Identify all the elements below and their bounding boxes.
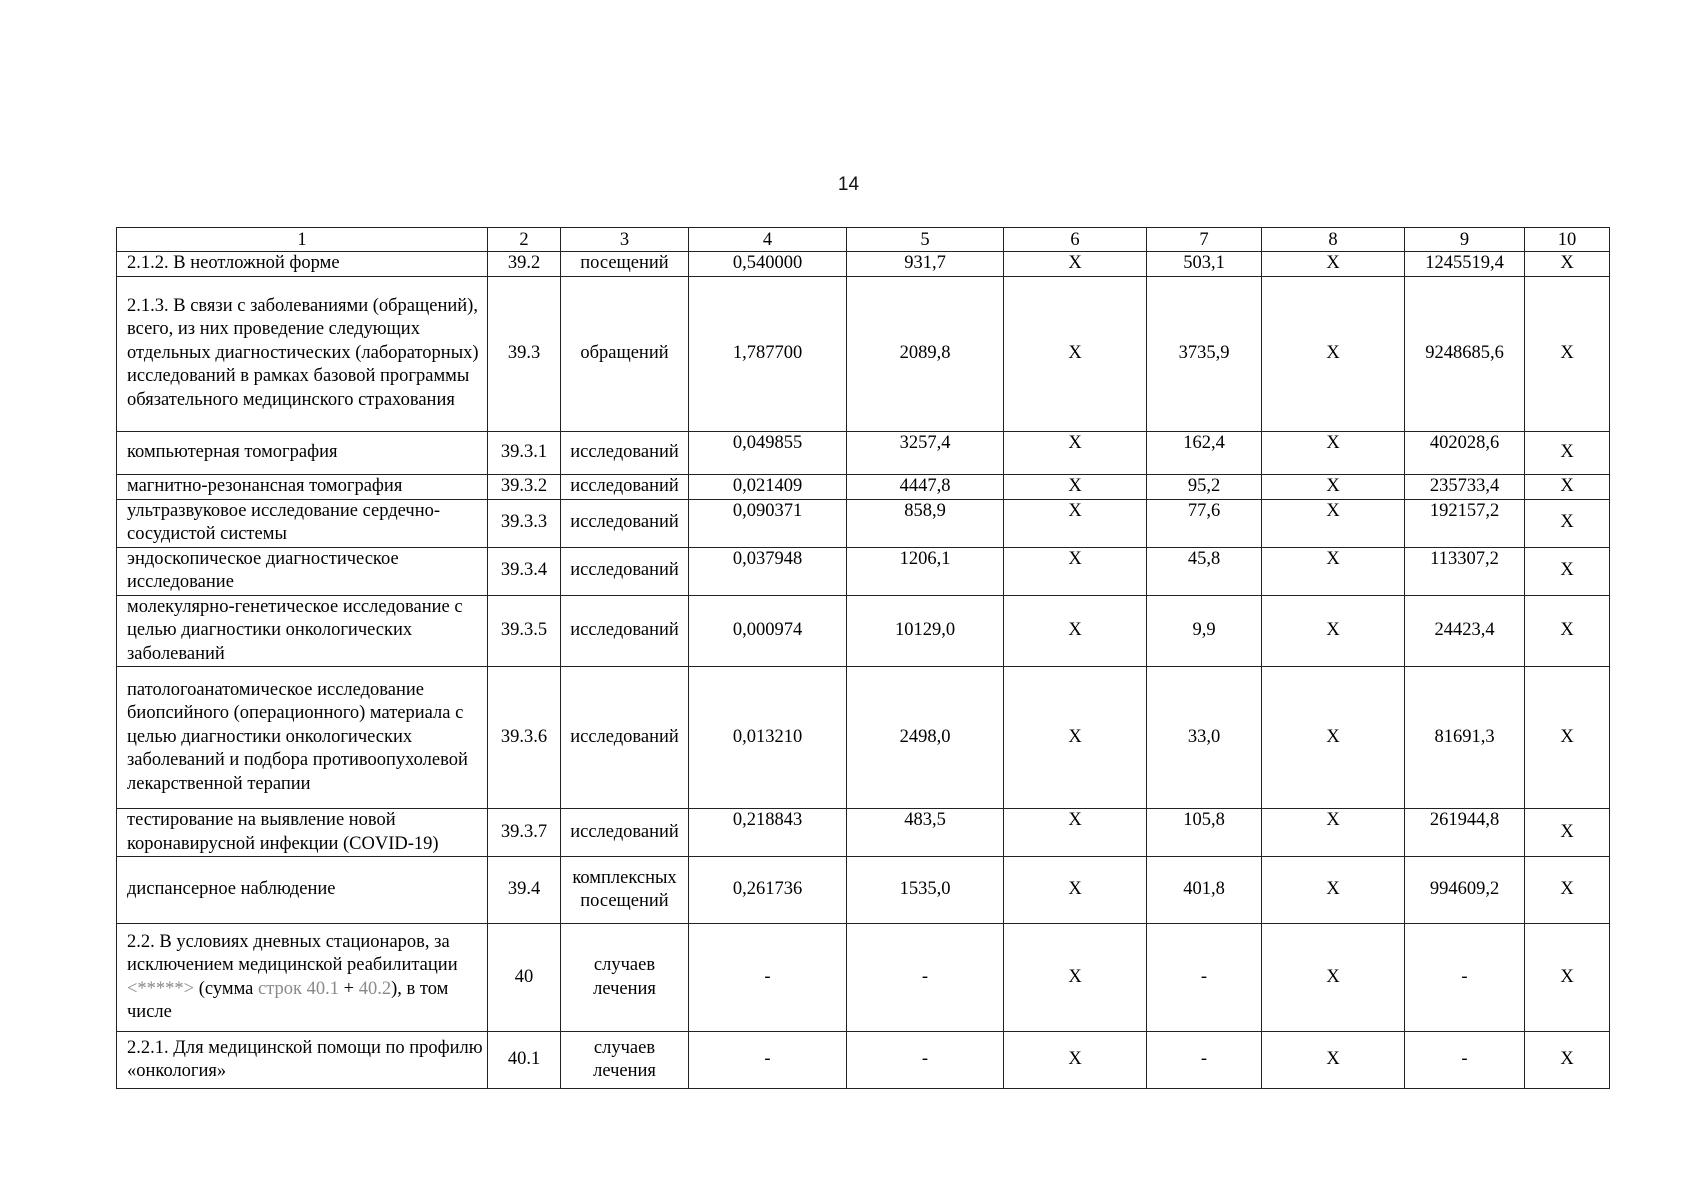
row-name: ультразвуковое исследование сердечно-сосудистой системы	[117, 499, 488, 547]
row-unit: обращений	[561, 276, 689, 431]
row-unit: случаев лечения	[561, 1032, 689, 1089]
footnote-link[interactable]: <*****>	[127, 978, 195, 999]
table-row	[117, 276, 1610, 431]
cell-col7: 401,8	[1147, 857, 1262, 924]
row-code: 39.3.6	[488, 667, 561, 809]
row-code: 40	[488, 924, 561, 1032]
cell-col9: 192157,2	[1405, 499, 1525, 547]
cell-col4: 0,090371	[689, 499, 847, 547]
row-code: 39.3.3	[488, 499, 561, 547]
row-unit: комплексных посещений	[561, 857, 689, 924]
row-name: 2.2.1. Для медицинской помощи по профилю «онкология»	[117, 1032, 488, 1089]
cell-col9: -	[1405, 1032, 1525, 1089]
cell-col5: 483,5	[847, 809, 1004, 857]
column-header: 3	[561, 228, 689, 252]
cell-col8: X	[1262, 857, 1405, 924]
cell-col8: X	[1262, 1032, 1405, 1089]
column-header: 9	[1405, 228, 1525, 252]
row-name	[117, 924, 488, 1032]
cell-col10: X	[1525, 499, 1610, 547]
cell-col9: 261944,8	[1405, 809, 1525, 857]
financing-table	[116, 227, 1610, 1089]
table-row	[117, 252, 1610, 277]
row-unit: исследований	[561, 547, 689, 595]
column-header: 4	[689, 228, 847, 252]
cell-col9: 994609,2	[1405, 857, 1525, 924]
column-header: 6	[1004, 228, 1147, 252]
row-code: 39.3.1	[488, 431, 561, 474]
cell-col4: 0,261736	[689, 857, 847, 924]
row-unit: исследований	[561, 809, 689, 857]
row-reference-link[interactable]: 40.2	[358, 978, 392, 999]
column-header: 7	[1147, 228, 1262, 252]
cell-col8: X	[1262, 924, 1405, 1032]
cell-col4: 0,540000	[689, 252, 847, 277]
row-name: тестирование на выявление новой коронавирусной инфекции (COVID-19)	[117, 809, 488, 857]
cell-col5: 858,9	[847, 499, 1004, 547]
cell-col9: 81691,3	[1405, 667, 1525, 809]
row-code: 39.3.4	[488, 547, 561, 595]
cell-col9: 402028,6	[1405, 431, 1525, 474]
cell-col10: X	[1525, 924, 1610, 1032]
cell-col5: 3257,4	[847, 431, 1004, 474]
cell-col9: 1245519,4	[1405, 252, 1525, 277]
cell-col4: -	[689, 924, 847, 1032]
cell-col10: X	[1525, 474, 1610, 499]
cell-col6: X	[1004, 276, 1147, 431]
table-row	[117, 667, 1610, 809]
cell-col8: X	[1262, 547, 1405, 595]
table-row	[117, 857, 1610, 924]
column-header: 8	[1262, 228, 1405, 252]
row-name-text: ), в том числе	[127, 978, 449, 1022]
row-code: 39.2	[488, 252, 561, 277]
cell-col7: -	[1147, 924, 1262, 1032]
table-row	[117, 474, 1610, 499]
row-unit: исследований	[561, 431, 689, 474]
cell-col5: 1535,0	[847, 857, 1004, 924]
cell-col8: X	[1262, 431, 1405, 474]
cell-col10: X	[1525, 595, 1610, 667]
row-name: 2.1.3. В связи с заболеваниями (обращений), всего, из них проведение следующих отдельных диагностических (лабораторных) исследований в рамках базовой программы обязательного медицинского страхования	[117, 276, 488, 431]
row-code: 40.1	[488, 1032, 561, 1089]
row-name-text: 2.2. В условиях дневных стационаров, за исключением медицинской реабилитации	[127, 931, 458, 975]
cell-col6: X	[1004, 595, 1147, 667]
row-unit: посещений	[561, 252, 689, 277]
row-name: диспансерное наблюдение	[117, 857, 488, 924]
cell-col9: -	[1405, 924, 1525, 1032]
cell-col7: 33,0	[1147, 667, 1262, 809]
table-row	[117, 809, 1610, 857]
cell-col4: 0,000974	[689, 595, 847, 667]
cell-col4: 0,049855	[689, 431, 847, 474]
cell-col5: 2089,8	[847, 276, 1004, 431]
cell-col7: 9,9	[1147, 595, 1262, 667]
cell-col6: X	[1004, 924, 1147, 1032]
cell-col7: 503,1	[1147, 252, 1262, 277]
row-reference-link[interactable]: строк 40.1	[258, 978, 340, 999]
row-name-text: +	[339, 978, 359, 999]
table-row	[117, 1032, 1610, 1089]
cell-col6: X	[1004, 252, 1147, 277]
cell-col8: X	[1262, 667, 1405, 809]
cell-col7: 45,8	[1147, 547, 1262, 595]
cell-col6: X	[1004, 547, 1147, 595]
row-code: 39.3.5	[488, 595, 561, 667]
column-number-row	[117, 228, 1610, 252]
cell-col10: X	[1525, 276, 1610, 431]
cell-col7: 162,4	[1147, 431, 1262, 474]
cell-col5: 4447,8	[847, 474, 1004, 499]
cell-col7: 105,8	[1147, 809, 1262, 857]
cell-col9: 24423,4	[1405, 595, 1525, 667]
cell-col6: X	[1004, 1032, 1147, 1089]
cell-col4: -	[689, 1032, 847, 1089]
row-unit: исследований	[561, 474, 689, 499]
cell-col10: X	[1525, 667, 1610, 809]
cell-col8: X	[1262, 809, 1405, 857]
cell-col6: X	[1004, 857, 1147, 924]
column-header: 1	[117, 228, 488, 252]
cell-col5: 2498,0	[847, 667, 1004, 809]
cell-col6: X	[1004, 667, 1147, 809]
cell-col4: 0,218843	[689, 809, 847, 857]
cell-col10: X	[1525, 1032, 1610, 1089]
cell-col7: 3735,9	[1147, 276, 1262, 431]
row-name: патологоанатомическое исследование биопсийного (операционного) материала с целью диагностики онкологических заболеваний и подбора противоопухолевой лекарственной терапии	[117, 667, 488, 809]
column-header: 10	[1525, 228, 1610, 252]
table-row	[117, 431, 1610, 474]
cell-col10: X	[1525, 252, 1610, 277]
row-name: 2.1.2. В неотложной форме	[117, 252, 488, 277]
cell-col4: 1,787700	[689, 276, 847, 431]
row-code: 39.4	[488, 857, 561, 924]
cell-col6: X	[1004, 474, 1147, 499]
cell-col7: 95,2	[1147, 474, 1262, 499]
row-name: эндоскопическое диагностическое исследование	[117, 547, 488, 595]
row-code: 39.3.2	[488, 474, 561, 499]
column-header: 5	[847, 228, 1004, 252]
cell-col5: -	[847, 1032, 1004, 1089]
cell-col7: 77,6	[1147, 499, 1262, 547]
cell-col9: 9248685,6	[1405, 276, 1525, 431]
cell-col8: X	[1262, 276, 1405, 431]
cell-col10: X	[1525, 431, 1610, 474]
row-name: молекулярно-генетическое исследование с целью диагностики онкологических заболеваний	[117, 595, 488, 667]
column-header: 2	[488, 228, 561, 252]
table-row	[117, 924, 1610, 1032]
cell-col5: 1206,1	[847, 547, 1004, 595]
row-unit: исследований	[561, 499, 689, 547]
row-name-text: (сумма	[194, 978, 259, 999]
row-code: 39.3.7	[488, 809, 561, 857]
cell-col7: -	[1147, 1032, 1262, 1089]
cell-col8: X	[1262, 595, 1405, 667]
cell-col10: X	[1525, 547, 1610, 595]
cell-col4: 0,013210	[689, 667, 847, 809]
table-row	[117, 547, 1610, 595]
cell-col5: 10129,0	[847, 595, 1004, 667]
row-unit: исследований	[561, 667, 689, 809]
row-unit: случаев лечения	[561, 924, 689, 1032]
cell-col6: X	[1004, 809, 1147, 857]
cell-col4: 0,037948	[689, 547, 847, 595]
cell-col9: 113307,2	[1405, 547, 1525, 595]
cell-col5: 931,7	[847, 252, 1004, 277]
table-row	[117, 595, 1610, 667]
cell-col5: -	[847, 924, 1004, 1032]
cell-col6: X	[1004, 499, 1147, 547]
cell-col8: X	[1262, 252, 1405, 277]
cell-col6: X	[1004, 431, 1147, 474]
cell-col10: X	[1525, 809, 1610, 857]
cell-col8: X	[1262, 474, 1405, 499]
row-name: компьютерная томография	[117, 431, 488, 474]
row-unit: исследований	[561, 595, 689, 667]
cell-col9: 235733,4	[1405, 474, 1525, 499]
row-code: 39.3	[488, 276, 561, 431]
page-number: 14	[837, 174, 860, 195]
table-row	[117, 499, 1610, 547]
cell-col10: X	[1525, 857, 1610, 924]
row-name: магнитно-резонансная томография	[117, 474, 488, 499]
cell-col8: X	[1262, 499, 1405, 547]
cell-col4: 0,021409	[689, 474, 847, 499]
